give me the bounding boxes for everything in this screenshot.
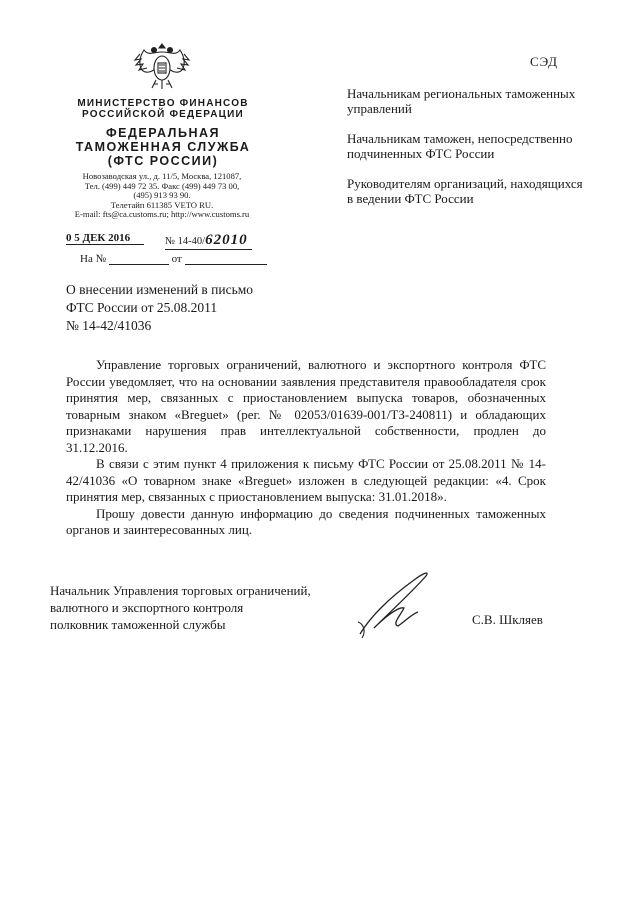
position-line: Начальник Управления торговых ограничений, [50, 583, 311, 598]
position-line: валютного и экспортного контроля [50, 600, 244, 615]
addressee: Руководителям организаций, находящихся в ведении ФТС России [347, 176, 583, 206]
service-line: ТАМОЖЕННАЯ СЛУЖБА [75, 140, 251, 154]
address-line: Новозаводская ул., д. 11/5, Москва, 121087, [82, 171, 242, 181]
ref-number-blank [109, 264, 169, 265]
date-stamp: 0 5 ДЕК 2016 [66, 232, 144, 245]
address-line: Тел. (499) 449 72 35. Факс (499) 449 73 00, [84, 180, 240, 191]
ministry-name [68, 98, 258, 120]
ministry-line: РОССИЙСКОЙ ФЕДЕРАЦИИ [82, 109, 244, 120]
contact-address [54, 172, 270, 220]
reference-line [80, 253, 267, 265]
letter-subject [66, 281, 296, 335]
letter-body [66, 357, 546, 539]
handwritten-signature [352, 562, 462, 642]
address-line: (495) 913 93 90. [133, 190, 191, 201]
registration-number [165, 232, 252, 250]
service-line: (ФТС РОССИИ) [107, 154, 219, 168]
subject-line: № 14-42/41036 [66, 318, 152, 333]
position-line: полковник таможенной службы [50, 617, 226, 632]
coat-of-arms-emblem [132, 38, 192, 94]
ref-date-blank [185, 264, 267, 265]
ministry-line: МИНИСТЕРСТВО ФИНАНСОВ [77, 98, 249, 109]
registration-date [66, 232, 144, 245]
ref-from-label: от [171, 253, 182, 265]
signer-name: С.В. Шкляев [472, 612, 543, 627]
handwritten-number: 62010 [205, 232, 248, 248]
subject-line: О внесении изменений в письмо [66, 282, 254, 297]
addressee: Начальникам таможен, непосредственно подчиненных ФТС России [347, 131, 573, 161]
body-paragraph: В связи с этим пункт 4 приложения к письму ФТС России от 25.08.2011 № 14-42/41036 «О товарном знаке «Breguet» изложен в следующей редакции: «4. Срок принятия мер, связанных с приостановлением выпуска: 31.01.2018». [66, 456, 546, 504]
address-line: Телетайп 611385 VETO RU. [110, 199, 214, 210]
service-name [68, 126, 258, 168]
subject-line: ФТС России от 25.08.2011 [66, 300, 218, 315]
service-line: ФЕДЕРАЛЬНАЯ [106, 126, 220, 140]
signer-position [50, 582, 350, 633]
document-mark: СЭД [530, 54, 559, 69]
number-prefix: № 14-40/ [165, 236, 206, 247]
addressees-block [347, 86, 587, 221]
ref-label: На № [80, 253, 107, 265]
body-paragraph: Управление торговых ограничений, валютного и экспортного контроля ФТС России уведомляет, что на основании заявления представителя правообладателя срок принятия мер, связанных с приостановлением выпуска товаров, обозначенных товарным знаком «Breguet» (рег. № 02053/01639-001/ТЗ-240811) и обладающих признаками нарушения прав интеллектуальной собственности, продлен до 31.12.2016. [66, 357, 546, 455]
body-paragraph: Прошу довести данную информацию до сведения подчиненных таможенных органов и заинтересованных лиц. [66, 505, 546, 537]
addressee: Начальникам региональных таможенных управлений [347, 86, 576, 116]
address-line: E-mail: fts@ca.customs.ru; http://www.customs.ru [74, 209, 250, 220]
